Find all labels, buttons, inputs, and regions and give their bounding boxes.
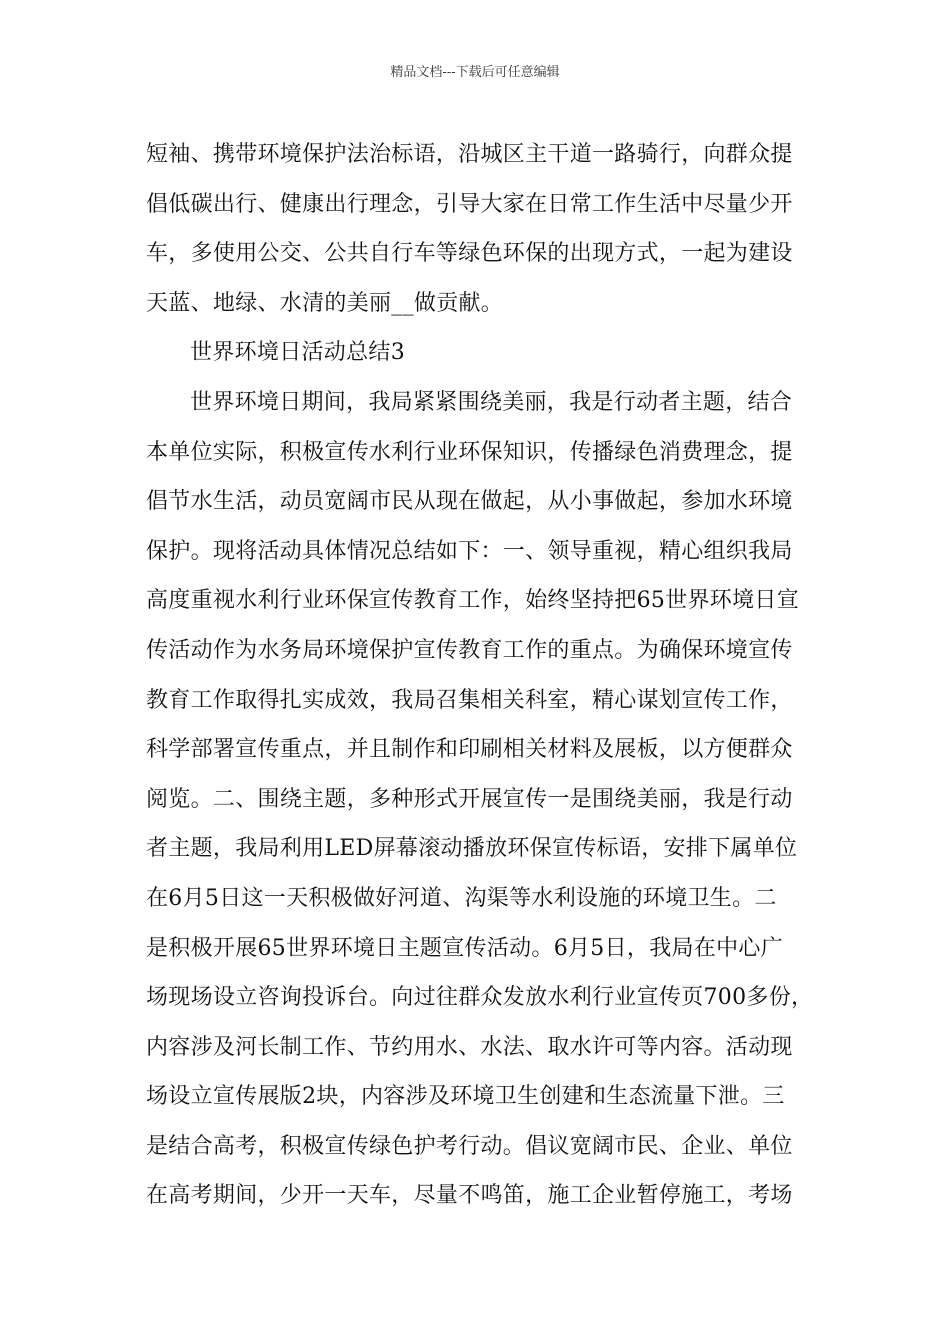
body-line: 本单位实际，积极宣传水利行业环保知识，传播绿色消费理念，提 bbox=[146, 439, 793, 465]
body-line: 场现场设立咨询投诉台。向过往群众发放水利行业宣传页700多份， bbox=[146, 985, 814, 1011]
page-header: 精品文档---下载后可任意编辑 bbox=[390, 65, 560, 80]
document-body bbox=[146, 130, 814, 1221]
body-line: 短袖、携带环境保护法治标语，沿城区主干道一路骑行，向群众提 bbox=[146, 142, 793, 167]
body-line: 是结合高考，积极宣传绿色护考行动。倡议宽阔市民、企业、单位 bbox=[146, 1133, 793, 1159]
body-line: 倡节水生活，动员宽阔市民从现在做起，从小事做起，参加水环境 bbox=[146, 489, 793, 515]
body-line: 场设立宣传展版2块，内容涉及环境卫生创建和生态流量下泄。三 bbox=[146, 1084, 785, 1110]
body-line: 科学部署宣传重点，并且制作和印刷相关材料及展板，以方便群众 bbox=[146, 737, 793, 763]
body-line: 传活动作为水务局环境保护宣传教育工作的重点。为确保环境宣传 bbox=[146, 637, 793, 663]
body-line: 世界环境日期间，我局紧紧围绕美丽，我是行动者主题，结合 bbox=[190, 389, 793, 415]
body-line: 阅览。二、围绕主题，多种形式开展宣传一是围绕美丽，我是行动 bbox=[146, 786, 793, 812]
body-line: 在6月5日这一天积极做好河道、沟渠等水利设施的环境卫生。二 bbox=[146, 885, 777, 911]
body-line: 教育工作取得扎实成效，我局召集相关科室，精心谋划宣传工作， bbox=[146, 687, 793, 713]
section-heading: 世界环境日活动总结3 bbox=[190, 340, 405, 366]
body-line: 车，多使用公交、公共自行车等绿色环保的出现方式，一起为建设 bbox=[146, 241, 793, 267]
body-line: 保护。现将活动具体情况总结如下：一、领导重视，精心组织我局 bbox=[146, 538, 793, 564]
body-line: 倡低碳出行、健康出行理念，引导大家在日常工作生活中尽量少开 bbox=[146, 191, 793, 217]
body-line: 在高考期间，少开一天车，尽量不鸣笛，施工企业暂停施工，考场 bbox=[146, 1183, 793, 1209]
body-line: 天蓝、地绿、水清的美丽__做贡献。 bbox=[146, 290, 504, 316]
body-line: 是积极开展65世界环境日主题宣传活动。6月5日，我局在中心广 bbox=[146, 935, 783, 961]
body-line: 内容涉及河长制工作、节约用水、水法、取水许可等内容。活动现 bbox=[146, 1034, 793, 1060]
body-line: 者主题，我局利用LED屏幕滚动播放环保宣传标语，安排下属单位 bbox=[146, 836, 798, 862]
body-line: 高度重视水利行业环保宣传教育工作，始终坚持把65世界环境日宣 bbox=[146, 588, 799, 614]
